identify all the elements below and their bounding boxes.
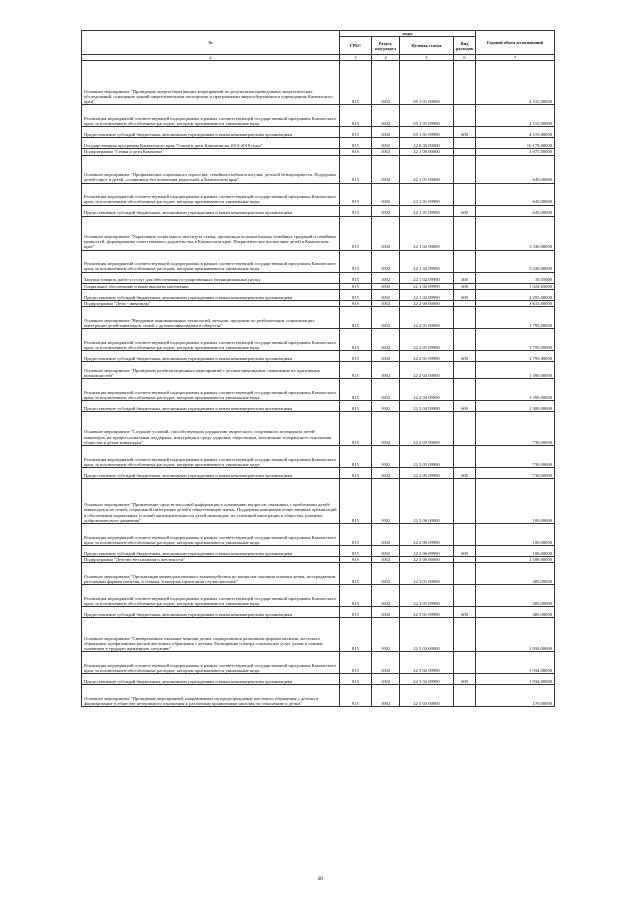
row-target-cell: 22 1 01 09990: [400, 205, 454, 216]
row-grbs-cell: 815: [340, 379, 372, 401]
table-row: [82, 362, 555, 379]
row-target-cell: 22 3 01 00000: [400, 563, 454, 585]
row-target-cell: 22 2 05 09990: [400, 446, 454, 468]
table-row: [82, 61, 555, 105]
row-target-cell: 22 3 02 00000: [400, 618, 454, 652]
row-grbs-cell: 815: [340, 546, 372, 557]
row-name-cell: Реализация мероприятий соответствующей подпрограммы в рамках соответствующей государственной программы Камчатского края, за исключением обособленных расходов, которым присваиваются уникальные коды: [82, 652, 340, 674]
row-sum-cell: 730,00000: [476, 446, 555, 468]
row-target-cell: 22 1 00 00000: [400, 149, 454, 155]
row-vid-cell: [454, 446, 476, 468]
row-target-cell: 22 2 06 00000: [400, 479, 454, 524]
row-razdel-cell: 1002: [372, 289, 400, 300]
row-razdel-cell: 1002: [372, 479, 400, 524]
row-name-cell: Основное мероприятие "Профилактика социального сиротства, семейного неблагополучия, детской безнадзорности. Поддержка детей-сирот и детей, оставшихся без попечения родителей, в Камчатском крае": [82, 155, 340, 183]
row-razdel-cell: 1002: [372, 685, 400, 707]
table-row: [82, 618, 555, 652]
row-target-cell: 22 1 01 09990: [400, 183, 454, 205]
row-sum-cell: 1 024,65000: [476, 283, 555, 289]
row-sum-cell: 1 795,00000: [476, 351, 555, 362]
row-grbs-cell: 815: [340, 149, 372, 155]
table-row: [82, 272, 555, 283]
row-sum-cell: 645,00000: [476, 183, 555, 205]
row-name-cell: Реализация мероприятий соответствующей подпрограммы в рамках соответствующей государственной программы Камчатского края, за исключением обособленных расходов, которым присваиваются уникальные коды: [82, 524, 340, 546]
row-name-cell: Основное мероприятие "Укрепление социального института семьи, пропаганда положительных семейных традиций и семейных ценностей, формирование ответственного родительства в Камчатском крае. Патриотическое воспитание детей в Камчатском крае": [82, 216, 340, 250]
row-name-cell: Предоставление субсидий бюджетным, автономным учреждениям и иным некоммерческим организациям: [82, 546, 340, 557]
row-grbs-cell: 815: [340, 307, 372, 329]
index-cell: 6: [454, 55, 476, 61]
row-grbs-cell: 815: [340, 61, 372, 105]
row-target-cell: 22 2 04 09990: [400, 401, 454, 412]
header-codes: коды: [340, 31, 476, 37]
row-name-cell: Основное мероприятие "Проведение реабилитационных мероприятий с детьми-инвалидами, повышение их адаптивных возможностей": [82, 362, 340, 379]
row-sum-cell: 485,00000: [476, 563, 555, 585]
row-name-cell: Основное мероприятие "Проведение энергосберегающих мероприятий по результатам проведенных энергетических обследований, оснащение зданий энергетическими паспортами и программами энергосбережения в учреждениях Камчатского края": [82, 61, 340, 105]
row-razdel-cell: 1002: [372, 585, 400, 607]
table-row: [82, 412, 555, 446]
row-vid-cell: [454, 379, 476, 401]
row-grbs-cell: 815: [340, 563, 372, 585]
row-name-cell: Предоставление субсидий бюджетным, автономным учреждениям и иным некоммерческим организациям: [82, 468, 340, 479]
row-name-cell: Реализация мероприятий соответствующей подпрограммы в рамках соответствующей государственной программы Камчатского края, за исключением обособленных расходов, которым присваиваются уникальные коды: [82, 379, 340, 401]
row-target-cell: 22 2 04 09990: [400, 379, 454, 401]
row-name-cell: Государственная программа Камчатского края "Семья и дети Камчатки на 2015-2018 годы": [82, 138, 340, 149]
row-sum-cell: 1 390,00000: [476, 362, 555, 379]
row-vid-cell: [454, 61, 476, 105]
row-name-cell: Подпрограмма "Семья и дети Камчатки": [82, 149, 340, 155]
row-vid-cell: 200: [454, 272, 476, 283]
table-row: [82, 379, 555, 401]
row-target-cell: 22 2 06 09990: [400, 546, 454, 557]
row-sum-cell: 10,35000: [476, 272, 555, 283]
row-grbs-cell: 815: [340, 351, 372, 362]
row-target-cell: 22 2 05 09990: [400, 468, 454, 479]
row-name-cell: Социальное обеспечение и иные выплаты населению: [82, 283, 340, 289]
row-razdel-cell: 1002: [372, 379, 400, 401]
row-grbs-cell: 815: [340, 557, 372, 563]
row-sum-cell: 10 179,00000: [476, 138, 555, 149]
row-target-cell: 22 1 02 09990: [400, 272, 454, 283]
table-row: [82, 674, 555, 685]
index-cell: 5: [400, 55, 454, 61]
index-cell: 2: [82, 55, 340, 61]
table-row: [82, 607, 555, 618]
row-sum-cell: 1 934,00000: [476, 674, 555, 685]
row-razdel-cell: 1002: [372, 61, 400, 105]
row-name-cell: Предоставление субсидий бюджетным, автономным учреждениям и иным некоммерческим организациям: [82, 289, 340, 300]
table-row: [82, 138, 555, 149]
table-row: [82, 205, 555, 216]
row-target-cell: 05 1 01 09990: [400, 105, 454, 127]
row-name-cell: Предоставление субсидий бюджетным, автономным учреждениям и иным некоммерческим организациям: [82, 351, 340, 362]
row-razdel-cell: 1002: [372, 557, 400, 563]
row-vid-cell: [454, 155, 476, 183]
row-vid-cell: 600: [454, 351, 476, 362]
table-row: [82, 401, 555, 412]
row-target-cell: 22 2 05 00000: [400, 412, 454, 446]
row-name-cell: Основное мероприятие "Своевременное оказание помощи детям, подвергшимся различным формам насилия, жестокого обращения, профилактика рисков жестокого обращения с детьми. Расширение спектра социальных услуг детям и семьям, попавшим в трудную жизненную ситуацию": [82, 618, 340, 652]
row-razdel-cell: 1002: [372, 618, 400, 652]
row-razdel-cell: 1002: [372, 272, 400, 283]
row-vid-cell: [454, 183, 476, 205]
row-sum-cell: 2 295,00000: [476, 289, 555, 300]
row-target-cell: 22 2 01 00000: [400, 307, 454, 329]
row-vid-cell: [454, 329, 476, 351]
table-row: [82, 155, 555, 183]
table-row: [82, 479, 555, 524]
row-target-cell: 22 3 03 00000: [400, 685, 454, 707]
header-razdel: Раздел, под-раздел: [372, 37, 400, 55]
row-razdel-cell: 1002: [372, 652, 400, 674]
row-grbs-cell: 815: [340, 300, 372, 306]
row-target-cell: 22 1 01 00000: [400, 155, 454, 183]
row-razdel-cell: 1002: [372, 351, 400, 362]
row-target-cell: 22 3 02 09990: [400, 652, 454, 674]
row-razdel-cell: 1002: [372, 546, 400, 557]
row-grbs-cell: 815: [340, 446, 372, 468]
table-row: [82, 216, 555, 250]
row-name-cell: Основное мероприятие "Проведение мероприятий, направленных на предупреждение жестокого обращения с детьми и формирование в обществе нетерпимого отношения к различным проявлениям насилия по отношению к детям": [82, 685, 340, 707]
row-vid-cell: 600: [454, 468, 476, 479]
row-name-cell: Реализация мероприятий соответствующей подпрограммы в рамках соответствующей государственной программы Камчатского края, за исключением обособленных расходов, которым присваиваются уникальные коды: [82, 446, 340, 468]
row-name-cell: Основное мероприятие "Внедрение инновационных технологий, методик, программ по реабилитации, социализации, интеграции детей-инвалидов, семей с детьми-инвалидами в общество": [82, 307, 340, 329]
row-razdel-cell: 1002: [372, 205, 400, 216]
index-cell: 7: [476, 55, 555, 61]
row-target-cell: 22 2 00 00000: [400, 300, 454, 306]
row-vid-cell: [454, 138, 476, 149]
row-vid-cell: 600: [454, 401, 476, 412]
row-grbs-cell: 815: [340, 272, 372, 283]
table-row: [82, 685, 555, 707]
row-grbs-cell: 815: [340, 585, 372, 607]
row-grbs-cell: 815: [340, 674, 372, 685]
row-vid-cell: [454, 307, 476, 329]
row-vid-cell: 600: [454, 127, 476, 138]
row-name-cell: Основное мероприятие "Организация межведомственного взаимодействия по вопросам оказания помощи детям, пострадавшим различным формам насилия, и семьям, в которых произошли случаи насилия": [82, 563, 340, 585]
row-razdel-cell: 1002: [372, 329, 400, 351]
row-name-cell: Реализация мероприятий соответствующей подпрограммы в рамках соответствующей государственной программы Камчатского края, за исключением обособленных расходов, которым присваиваются уникальные коды: [82, 585, 340, 607]
row-sum-cell: 485,00000: [476, 607, 555, 618]
row-sum-cell: 4 515,00000: [476, 61, 555, 105]
row-sum-cell: 730,00000: [476, 468, 555, 479]
row-grbs-cell: 815: [340, 468, 372, 479]
table-row: [82, 250, 555, 272]
row-sum-cell: 645,00000: [476, 205, 555, 216]
table-row: [82, 468, 555, 479]
header-grbs: ГРБС: [340, 37, 372, 55]
row-razdel-cell: 1002: [372, 563, 400, 585]
row-razdel-cell: 1002: [372, 216, 400, 250]
row-vid-cell: [454, 216, 476, 250]
row-razdel-cell: 1002: [372, 607, 400, 618]
row-razdel-cell: 1002: [372, 250, 400, 272]
row-razdel-cell: 1002: [372, 446, 400, 468]
header-target: Целевая статья: [400, 37, 454, 55]
row-vid-cell: [454, 585, 476, 607]
row-razdel-cell: 1002: [372, 674, 400, 685]
row-name-cell: Основное мероприятие "Создание условий, способствующих раскрытию творческого, спортивного потенциала детей-инвалидов, их профессиональная поддержка, интеграция в среду здоровых сверстников, воспитание толерантного отношения общества к детям-инвалидам": [82, 412, 340, 446]
row-razdel-cell: 1002: [372, 283, 400, 289]
row-vid-cell: [454, 524, 476, 546]
row-vid-cell: [454, 362, 476, 379]
row-razdel-cell: 1002: [372, 300, 400, 306]
row-sum-cell: 1 795,00000: [476, 329, 555, 351]
table-row: [82, 351, 555, 362]
row-sum-cell: 3 330,00000: [476, 250, 555, 272]
index-cell: 3: [340, 55, 372, 61]
row-grbs-cell: 815: [340, 479, 372, 524]
row-sum-cell: 1 390,00000: [476, 379, 555, 401]
row-grbs-cell: 815: [340, 183, 372, 205]
row-razdel-cell: 1002: [372, 155, 400, 183]
row-grbs-cell: 815: [340, 250, 372, 272]
row-vid-cell: [454, 652, 476, 674]
row-sum-cell: 170,00000: [476, 685, 555, 707]
row-name-cell: Основное мероприятие "Привлечение средств массовой информации к освещению вопросов, связанных с проблемами детей-инвалидов и их семей, социальной интеграции детей в общественную жизнь. Поддержка инициатив общественных организаций в обеспечении нормальных условий жизнедеятельности детей-инвалидов, их успешной интеграции в общество, развитие добровольческого движения": [82, 479, 340, 524]
row-target-cell: 05 1 01 09990: [400, 127, 454, 138]
row-sum-cell: 2 589,00000: [476, 557, 555, 563]
row-target-cell: 22 1 02 09990: [400, 289, 454, 300]
row-name-cell: Реализация мероприятий соответствующей подпрограммы в рамках соответствующей государственной программы Камчатского края, за исключением обособленных расходов, которым присваиваются уникальные коды: [82, 250, 340, 272]
table-row: [82, 329, 555, 351]
row-grbs-cell: 815: [340, 618, 372, 652]
row-name-cell: Предоставление субсидий бюджетным, автономным учреждениям и иным некоммерческим организациям: [82, 607, 340, 618]
row-sum-cell: 645,00000: [476, 155, 555, 183]
row-grbs-cell: 815: [340, 524, 372, 546]
row-vid-cell: [454, 618, 476, 652]
row-sum-cell: 1 934,00000: [476, 652, 555, 674]
table-row: [82, 307, 555, 329]
row-sum-cell: 3 330,00000: [476, 216, 555, 250]
row-vid-cell: [454, 563, 476, 585]
row-razdel-cell: 1002: [372, 524, 400, 546]
row-target-cell: 22 1 02 00000: [400, 216, 454, 250]
row-grbs-cell: 815: [340, 652, 372, 674]
table-row: [82, 183, 555, 205]
row-grbs-cell: 815: [340, 127, 372, 138]
row-grbs-cell: 815: [340, 685, 372, 707]
row-grbs-cell: 815: [340, 362, 372, 379]
row-target-cell: 22 2 01 09990: [400, 329, 454, 351]
row-sum-cell: 1 795,00000: [476, 307, 555, 329]
table-row: [82, 585, 555, 607]
row-sum-cell: 730,00000: [476, 412, 555, 446]
row-vid-cell: 600: [454, 674, 476, 685]
header-num: №: [82, 31, 340, 55]
row-target-cell: 22 3 00 00000: [400, 557, 454, 563]
row-grbs-cell: 815: [340, 329, 372, 351]
row-target-cell: 22 1 02 09990: [400, 283, 454, 289]
row-sum-cell: 100,00000: [476, 546, 555, 557]
index-cell: 4: [372, 55, 400, 61]
table-row: [82, 563, 555, 585]
row-target-cell: 22 3 01 09990: [400, 607, 454, 618]
table-row: [82, 652, 555, 674]
row-razdel-cell: 1002: [372, 149, 400, 155]
header-volume: Годовой объем ассигнований: [476, 31, 555, 55]
row-target-cell: 22 1 02 09990: [400, 250, 454, 272]
row-name-cell: Предоставление субсидий бюджетным, автономным учреждениям и иным некоммерческим организациям: [82, 401, 340, 412]
row-grbs-cell: 815: [340, 205, 372, 216]
table-row: [82, 105, 555, 127]
row-vid-cell: [454, 685, 476, 707]
row-razdel-cell: 1002: [372, 412, 400, 446]
row-vid-cell: [454, 105, 476, 127]
table-body: [82, 61, 555, 707]
row-vid-cell: [454, 250, 476, 272]
row-sum-cell: 485,00000: [476, 585, 555, 607]
row-target-cell: 22 0 00 00000: [400, 138, 454, 149]
row-name-cell: Предоставление субсидий бюджетным, автономным учреждениям и иным некоммерческим организациям: [82, 127, 340, 138]
row-sum-cell: 1 934,00000: [476, 618, 555, 652]
row-sum-cell: 3 615,00000: [476, 300, 555, 306]
row-sum-cell: 1 390,00000: [476, 401, 555, 412]
row-name-cell: Реализация мероприятий соответствующей подпрограммы в рамках соответствующей государственной программы Камчатского края, за исключением обособленных расходов, которым присваиваются уникальные коды: [82, 105, 340, 127]
row-grbs-cell: 815: [340, 289, 372, 300]
row-vid-cell: 600: [454, 289, 476, 300]
table-row: [82, 546, 555, 557]
budget-table: [81, 30, 555, 707]
row-grbs-cell: 815: [340, 138, 372, 149]
row-name-cell: Реализация мероприятий соответствующей подпрограммы в рамках соответствующей государственной программы Камчатского края, за исключением обособленных расходов, которым присваиваются уникальные коды: [82, 183, 340, 205]
row-razdel-cell: 1002: [372, 468, 400, 479]
row-sum-cell: 100,00000: [476, 479, 555, 524]
row-vid-cell: [454, 412, 476, 446]
table-row: [82, 524, 555, 546]
row-razdel-cell: 1002: [372, 362, 400, 379]
row-sum-cell: 100,00000: [476, 524, 555, 546]
row-name-cell: Подпрограмма "Дети - инвалиды": [82, 300, 340, 306]
row-sum-cell: 4 515,00000: [476, 127, 555, 138]
row-grbs-cell: 815: [340, 412, 372, 446]
row-sum-cell: 3 975,00000: [476, 149, 555, 155]
row-name-cell: Закупка товаров, работ и услуг для обеспечения государственных (муниципальных) нужд: [82, 272, 340, 283]
row-vid-cell: 600: [454, 546, 476, 557]
row-grbs-cell: 815: [340, 607, 372, 618]
page-number: 40: [317, 876, 323, 882]
row-grbs-cell: 815: [340, 105, 372, 127]
row-grbs-cell: 815: [340, 283, 372, 289]
row-razdel-cell: 1002: [372, 105, 400, 127]
row-name-cell: Предоставление субсидий бюджетным, автономным учреждениям и иным некоммерческим организациям: [82, 674, 340, 685]
row-razdel-cell: 1002: [372, 127, 400, 138]
row-grbs-cell: 815: [340, 155, 372, 183]
row-razdel-cell: 1002: [372, 183, 400, 205]
row-name-cell: Подпрограмма "Детство без насилия и жестокости": [82, 557, 340, 563]
row-target-cell: 22 2 06 09990: [400, 524, 454, 546]
row-target-cell: 22 3 02 09990: [400, 674, 454, 685]
row-target-cell: 22 2 01 09990: [400, 351, 454, 362]
row-target-cell: 22 2 04 00000: [400, 362, 454, 379]
row-sum-cell: 4 515,00000: [476, 105, 555, 127]
table-row: [82, 289, 555, 300]
row-name-cell: Предоставление субсидий бюджетным, автономным учреждениям и иным некоммерческим организациям: [82, 205, 340, 216]
row-razdel-cell: 1002: [372, 401, 400, 412]
row-razdel-cell: 1002: [372, 138, 400, 149]
row-grbs-cell: 815: [340, 401, 372, 412]
row-vid-cell: 300: [454, 283, 476, 289]
header-vid: Вид расходов: [454, 37, 476, 55]
row-target-cell: 22 3 01 09990: [400, 585, 454, 607]
row-vid-cell: 600: [454, 205, 476, 216]
row-razdel-cell: 1002: [372, 307, 400, 329]
row-name-cell: Реализация мероприятий соответствующей подпрограммы в рамках соответствующей государственной программы Камчатского края, за исключением обособленных расходов, которым присваиваются уникальные коды: [82, 329, 340, 351]
table-row: [82, 446, 555, 468]
row-vid-cell: 600: [454, 607, 476, 618]
row-vid-cell: [454, 479, 476, 524]
budget-table-sheet: [81, 30, 554, 707]
row-target-cell: 05 1 01 00000: [400, 61, 454, 105]
row-grbs-cell: 815: [340, 216, 372, 250]
table-row: [82, 127, 555, 138]
